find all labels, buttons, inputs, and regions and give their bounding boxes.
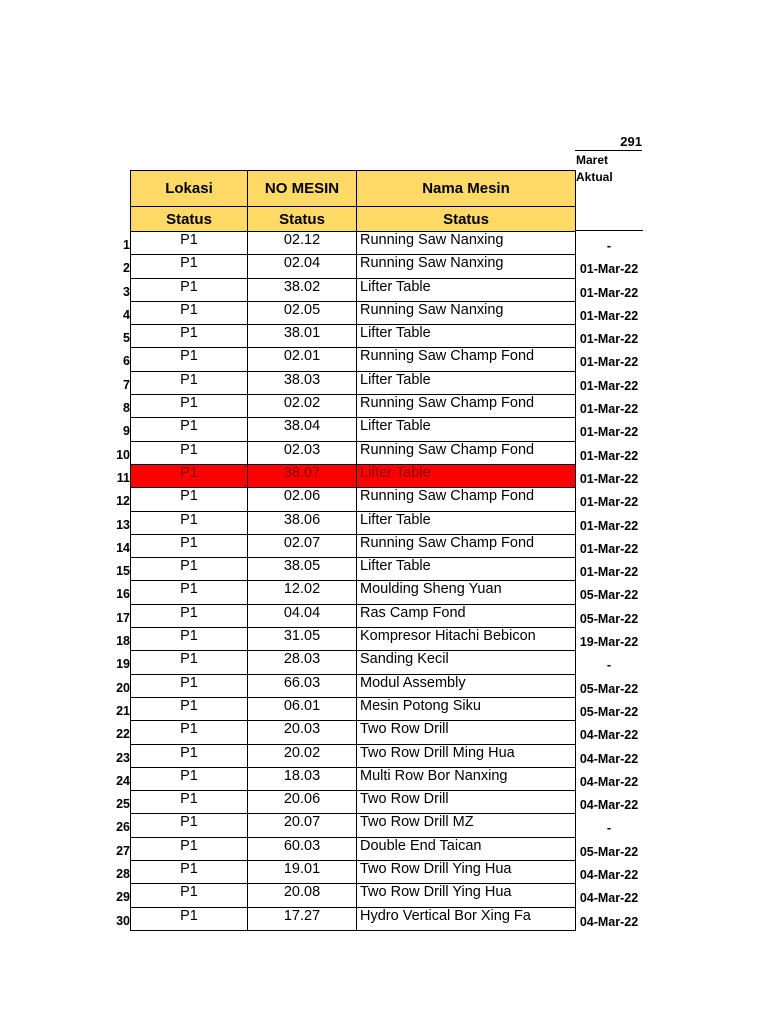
row-number: 28: [116, 867, 130, 882]
row-number: 30: [116, 913, 130, 928]
actual-date-cell[interactable]: 04-Mar-22: [579, 914, 639, 929]
row-number: 18: [116, 634, 130, 649]
cell-nama-mesin[interactable]: Lifter Table: [357, 278, 576, 301]
cell-lokasi[interactable]: P1: [131, 604, 248, 627]
cell-lokasi[interactable]: P1: [131, 907, 248, 930]
actual-date-cell[interactable]: -: [606, 821, 612, 836]
cell-no-mesin[interactable]: 38.04: [248, 418, 357, 441]
row-numbers: [100, 230, 130, 929]
header-lokasi[interactable]: Lokasi: [131, 171, 248, 207]
row-number: 16: [116, 587, 130, 602]
cell-no-mesin[interactable]: 38.03: [248, 371, 357, 394]
actual-date-cell[interactable]: 04-Mar-22: [579, 891, 639, 906]
cell-no-mesin[interactable]: 02.04: [248, 255, 357, 278]
actual-date-cell[interactable]: 01-Mar-22: [579, 332, 639, 347]
header-no-mesin[interactable]: NO MESIN: [248, 171, 357, 207]
cell-no-mesin[interactable]: 02.02: [248, 395, 357, 418]
row-number: 14: [116, 540, 130, 555]
actual-date-cell[interactable]: 01-Mar-22: [579, 378, 639, 393]
table-row: [131, 581, 576, 604]
cell-nama-mesin[interactable]: Mesin Potong Siku: [357, 697, 576, 720]
cell-no-mesin[interactable]: 02.06: [248, 488, 357, 511]
actual-date-cell[interactable]: 04-Mar-22: [579, 868, 639, 883]
table-row: [131, 395, 576, 418]
cell-lokasi[interactable]: P1: [131, 278, 248, 301]
cell-lokasi[interactable]: P1: [131, 441, 248, 464]
table-row: [131, 604, 576, 627]
cell-lokasi[interactable]: P1: [131, 767, 248, 790]
row-number: 27: [116, 843, 130, 858]
actual-date-cell[interactable]: 01-Mar-22: [579, 308, 639, 323]
row-number: 25: [116, 797, 130, 812]
cell-lokasi[interactable]: P1: [131, 744, 248, 767]
row-number: 21: [116, 703, 130, 718]
cell-no-mesin[interactable]: 38.05: [248, 558, 357, 581]
cell-lokasi[interactable]: P1: [131, 628, 248, 651]
row-number: 29: [116, 890, 130, 905]
row-number: 20: [116, 680, 130, 695]
table-row: [131, 558, 576, 581]
status-header-lokasi[interactable]: Status: [131, 207, 248, 232]
cell-nama-mesin[interactable]: Kompresor Hitachi Bebicon: [357, 628, 576, 651]
table-row: [131, 837, 576, 860]
actual-date-cell[interactable]: 01-Mar-22: [579, 285, 639, 300]
table-row: [131, 651, 576, 674]
table-row: [131, 767, 576, 790]
cell-lokasi[interactable]: P1: [131, 325, 248, 348]
row-number: 24: [116, 773, 130, 788]
row-number: 2: [123, 261, 130, 276]
table-row: [131, 721, 576, 744]
cell-lokasi[interactable]: P1: [131, 534, 248, 557]
cell-no-mesin[interactable]: 38.02: [248, 278, 357, 301]
cell-lokasi[interactable]: P1: [131, 791, 248, 814]
cell-nama-mesin[interactable]: Lifter Table: [357, 464, 576, 487]
cell-nama-mesin[interactable]: Double End Taican: [357, 837, 576, 860]
count-divider: [575, 150, 642, 151]
cell-nama-mesin[interactable]: Ras Camp Fond: [357, 604, 576, 627]
cell-nama-mesin[interactable]: Two Row Drill Ying Hua: [357, 884, 576, 907]
cell-no-mesin[interactable]: 60.03: [248, 837, 357, 860]
row-number: 12: [116, 494, 130, 509]
row-number: 26: [116, 820, 130, 835]
actual-date-cell[interactable]: 05-Mar-22: [579, 681, 639, 696]
table-row: [131, 464, 576, 487]
cell-lokasi[interactable]: P1: [131, 348, 248, 371]
cell-nama-mesin[interactable]: Two Row Drill Ying Hua: [357, 861, 576, 884]
cell-no-mesin[interactable]: 20.06: [248, 791, 357, 814]
cell-nama-mesin[interactable]: Lifter Table: [357, 558, 576, 581]
cell-no-mesin[interactable]: 28.03: [248, 651, 357, 674]
cell-lokasi[interactable]: P1: [131, 488, 248, 511]
status-header-nama-mesin[interactable]: Status: [357, 207, 576, 232]
cell-no-mesin[interactable]: 02.01: [248, 348, 357, 371]
table-row: [131, 488, 576, 511]
cell-lokasi[interactable]: P1: [131, 464, 248, 487]
actual-date-cell[interactable]: 04-Mar-22: [579, 774, 639, 789]
table-row: [131, 348, 576, 371]
cell-no-mesin[interactable]: 38.07: [248, 464, 357, 487]
cell-no-mesin[interactable]: 18.03: [248, 767, 357, 790]
row-number: 7: [123, 377, 130, 392]
row-number: 13: [116, 517, 130, 532]
table-row: [131, 325, 576, 348]
cell-no-mesin[interactable]: 02.05: [248, 301, 357, 324]
cell-nama-mesin[interactable]: Lifter Table: [357, 511, 576, 534]
cell-no-mesin[interactable]: 31.05: [248, 628, 357, 651]
table-row: [131, 534, 576, 557]
table-row: [131, 907, 576, 930]
actual-date-cell[interactable]: 19-Mar-22: [579, 635, 639, 650]
table-row: [131, 814, 576, 837]
table-row: [131, 744, 576, 767]
cell-lokasi[interactable]: P1: [131, 674, 248, 697]
cell-nama-mesin[interactable]: Moulding Sheng Yuan: [357, 581, 576, 604]
cell-no-mesin[interactable]: 02.12: [248, 232, 357, 255]
cell-lokasi[interactable]: P1: [131, 418, 248, 441]
cell-lokasi[interactable]: P1: [131, 558, 248, 581]
cell-lokasi[interactable]: P1: [131, 861, 248, 884]
row-number: 10: [116, 447, 130, 462]
cell-nama-mesin[interactable]: Running Saw Champ Fond: [357, 488, 576, 511]
actual-date-cell[interactable]: 01-Mar-22: [579, 355, 639, 370]
cell-no-mesin[interactable]: 20.07: [248, 814, 357, 837]
table-row: [131, 255, 576, 278]
cell-nama-mesin[interactable]: Running Saw Champ Fond: [357, 348, 576, 371]
cell-lokasi[interactable]: P1: [131, 395, 248, 418]
cell-lokasi[interactable]: P1: [131, 837, 248, 860]
table-row: [131, 628, 576, 651]
row-number: 11: [116, 470, 130, 485]
cell-no-mesin[interactable]: 66.03: [248, 674, 357, 697]
cell-lokasi[interactable]: P1: [131, 232, 248, 255]
cell-no-mesin[interactable]: 38.06: [248, 511, 357, 534]
table-row: [131, 441, 576, 464]
table-row: [131, 791, 576, 814]
cell-no-mesin[interactable]: 06.01: [248, 697, 357, 720]
actual-date-cell[interactable]: 01-Mar-22: [579, 495, 639, 510]
cell-lokasi[interactable]: P1: [131, 697, 248, 720]
actual-date-cell[interactable]: 01-Mar-22: [579, 402, 639, 417]
actual-date-cell[interactable]: -: [606, 658, 612, 673]
table-row: [131, 697, 576, 720]
cell-lokasi[interactable]: P1: [131, 721, 248, 744]
cell-nama-mesin[interactable]: Sanding Kecil: [357, 651, 576, 674]
row-number: 6: [123, 354, 130, 369]
row-number: 4: [123, 307, 130, 322]
cell-lokasi[interactable]: P1: [131, 814, 248, 837]
row-number: 19: [116, 657, 130, 672]
cell-no-mesin[interactable]: 20.08: [248, 884, 357, 907]
row-number: 22: [116, 727, 130, 742]
cell-nama-mesin[interactable]: Lifter Table: [357, 325, 576, 348]
actual-date-cell[interactable]: 01-Mar-22: [579, 262, 639, 277]
cell-no-mesin[interactable]: 19.01: [248, 861, 357, 884]
row-number: 23: [116, 750, 130, 765]
header-row: [131, 171, 576, 207]
cell-nama-mesin[interactable]: Running Saw Nanxing: [357, 255, 576, 278]
actual-date-cell[interactable]: 01-Mar-22: [579, 518, 639, 533]
total-count[interactable]: 291: [620, 134, 642, 149]
cell-nama-mesin[interactable]: Two Row Drill: [357, 791, 576, 814]
row-number: 1: [123, 238, 130, 252]
table-row: [131, 884, 576, 907]
actual-label: Aktual: [576, 170, 613, 184]
status-header-row: [131, 207, 576, 232]
actual-date-cell[interactable]: 01-Mar-22: [579, 425, 639, 440]
cell-nama-mesin[interactable]: Running Saw Champ Fond: [357, 441, 576, 464]
row-number: 15: [116, 564, 130, 579]
table-row: [131, 301, 576, 324]
status-header-no-mesin[interactable]: Status: [248, 207, 357, 232]
cell-lokasi[interactable]: P1: [131, 301, 248, 324]
cell-nama-mesin[interactable]: Two Row Drill: [357, 721, 576, 744]
cell-lokasi[interactable]: P1: [131, 255, 248, 278]
row-number: 9: [123, 424, 130, 439]
actual-date-cell[interactable]: 01-Mar-22: [579, 541, 639, 556]
cell-no-mesin[interactable]: 02.07: [248, 534, 357, 557]
cell-nama-mesin[interactable]: Two Row Drill MZ: [357, 814, 576, 837]
actual-date-cell[interactable]: -: [606, 239, 612, 253]
month-label: Maret: [576, 153, 609, 167]
cell-no-mesin[interactable]: 17.27: [248, 907, 357, 930]
actual-date-cell[interactable]: 04-Mar-22: [579, 728, 639, 743]
cell-nama-mesin[interactable]: Multi Row Bor Nanxing: [357, 767, 576, 790]
cell-no-mesin[interactable]: 04.04: [248, 604, 357, 627]
table-row: [131, 511, 576, 534]
cell-no-mesin[interactable]: 12.02: [248, 581, 357, 604]
actual-date-cell[interactable]: 01-Mar-22: [579, 471, 639, 486]
actual-date-cell[interactable]: 05-Mar-22: [579, 844, 639, 859]
row-number: 3: [123, 284, 130, 299]
cell-no-mesin[interactable]: 20.02: [248, 744, 357, 767]
table-row: [131, 371, 576, 394]
cell-nama-mesin[interactable]: Running Saw Champ Fond: [357, 395, 576, 418]
actual-date-cell[interactable]: 01-Mar-22: [579, 565, 639, 580]
cell-no-mesin[interactable]: 38.01: [248, 325, 357, 348]
cell-nama-mesin[interactable]: Running Saw Champ Fond: [357, 534, 576, 557]
actual-date-cell[interactable]: 05-Mar-22: [579, 611, 639, 626]
cell-lokasi[interactable]: P1: [131, 884, 248, 907]
table-row: [131, 278, 576, 301]
table-row: [131, 861, 576, 884]
actual-date-cell[interactable]: 04-Mar-22: [579, 798, 639, 813]
actual-date-cell[interactable]: 04-Mar-22: [579, 751, 639, 766]
cell-lokasi[interactable]: P1: [131, 371, 248, 394]
table-row: [131, 674, 576, 697]
cell-nama-mesin[interactable]: Running Saw Nanxing: [357, 232, 576, 255]
cell-lokasi[interactable]: P1: [131, 581, 248, 604]
actual-date-cell[interactable]: 05-Mar-22: [579, 704, 639, 719]
cell-no-mesin[interactable]: 20.03: [248, 721, 357, 744]
cell-nama-mesin[interactable]: Two Row Drill Ming Hua: [357, 744, 576, 767]
cell-nama-mesin[interactable]: Running Saw Nanxing: [357, 301, 576, 324]
table-row: [131, 232, 576, 255]
cell-nama-mesin[interactable]: Lifter Table: [357, 418, 576, 441]
month-header[interactable]: [576, 152, 613, 186]
machine-table: [130, 170, 576, 931]
actual-dates-column: [575, 230, 643, 930]
row-number: 8: [123, 401, 130, 416]
actual-date-cell[interactable]: 05-Mar-22: [579, 588, 639, 603]
actual-date-cell[interactable]: 01-Mar-22: [579, 448, 639, 463]
cell-nama-mesin[interactable]: Lifter Table: [357, 371, 576, 394]
cell-no-mesin[interactable]: 02.03: [248, 441, 357, 464]
row-number: 17: [116, 610, 130, 625]
cell-lokasi[interactable]: P1: [131, 511, 248, 534]
cell-nama-mesin[interactable]: Modul Assembly: [357, 674, 576, 697]
row-number: 5: [123, 331, 130, 346]
header-nama-mesin[interactable]: Nama Mesin: [357, 171, 576, 207]
cell-nama-mesin[interactable]: Hydro Vertical Bor Xing Fa: [357, 907, 576, 930]
table-row: [131, 418, 576, 441]
cell-lokasi[interactable]: P1: [131, 651, 248, 674]
